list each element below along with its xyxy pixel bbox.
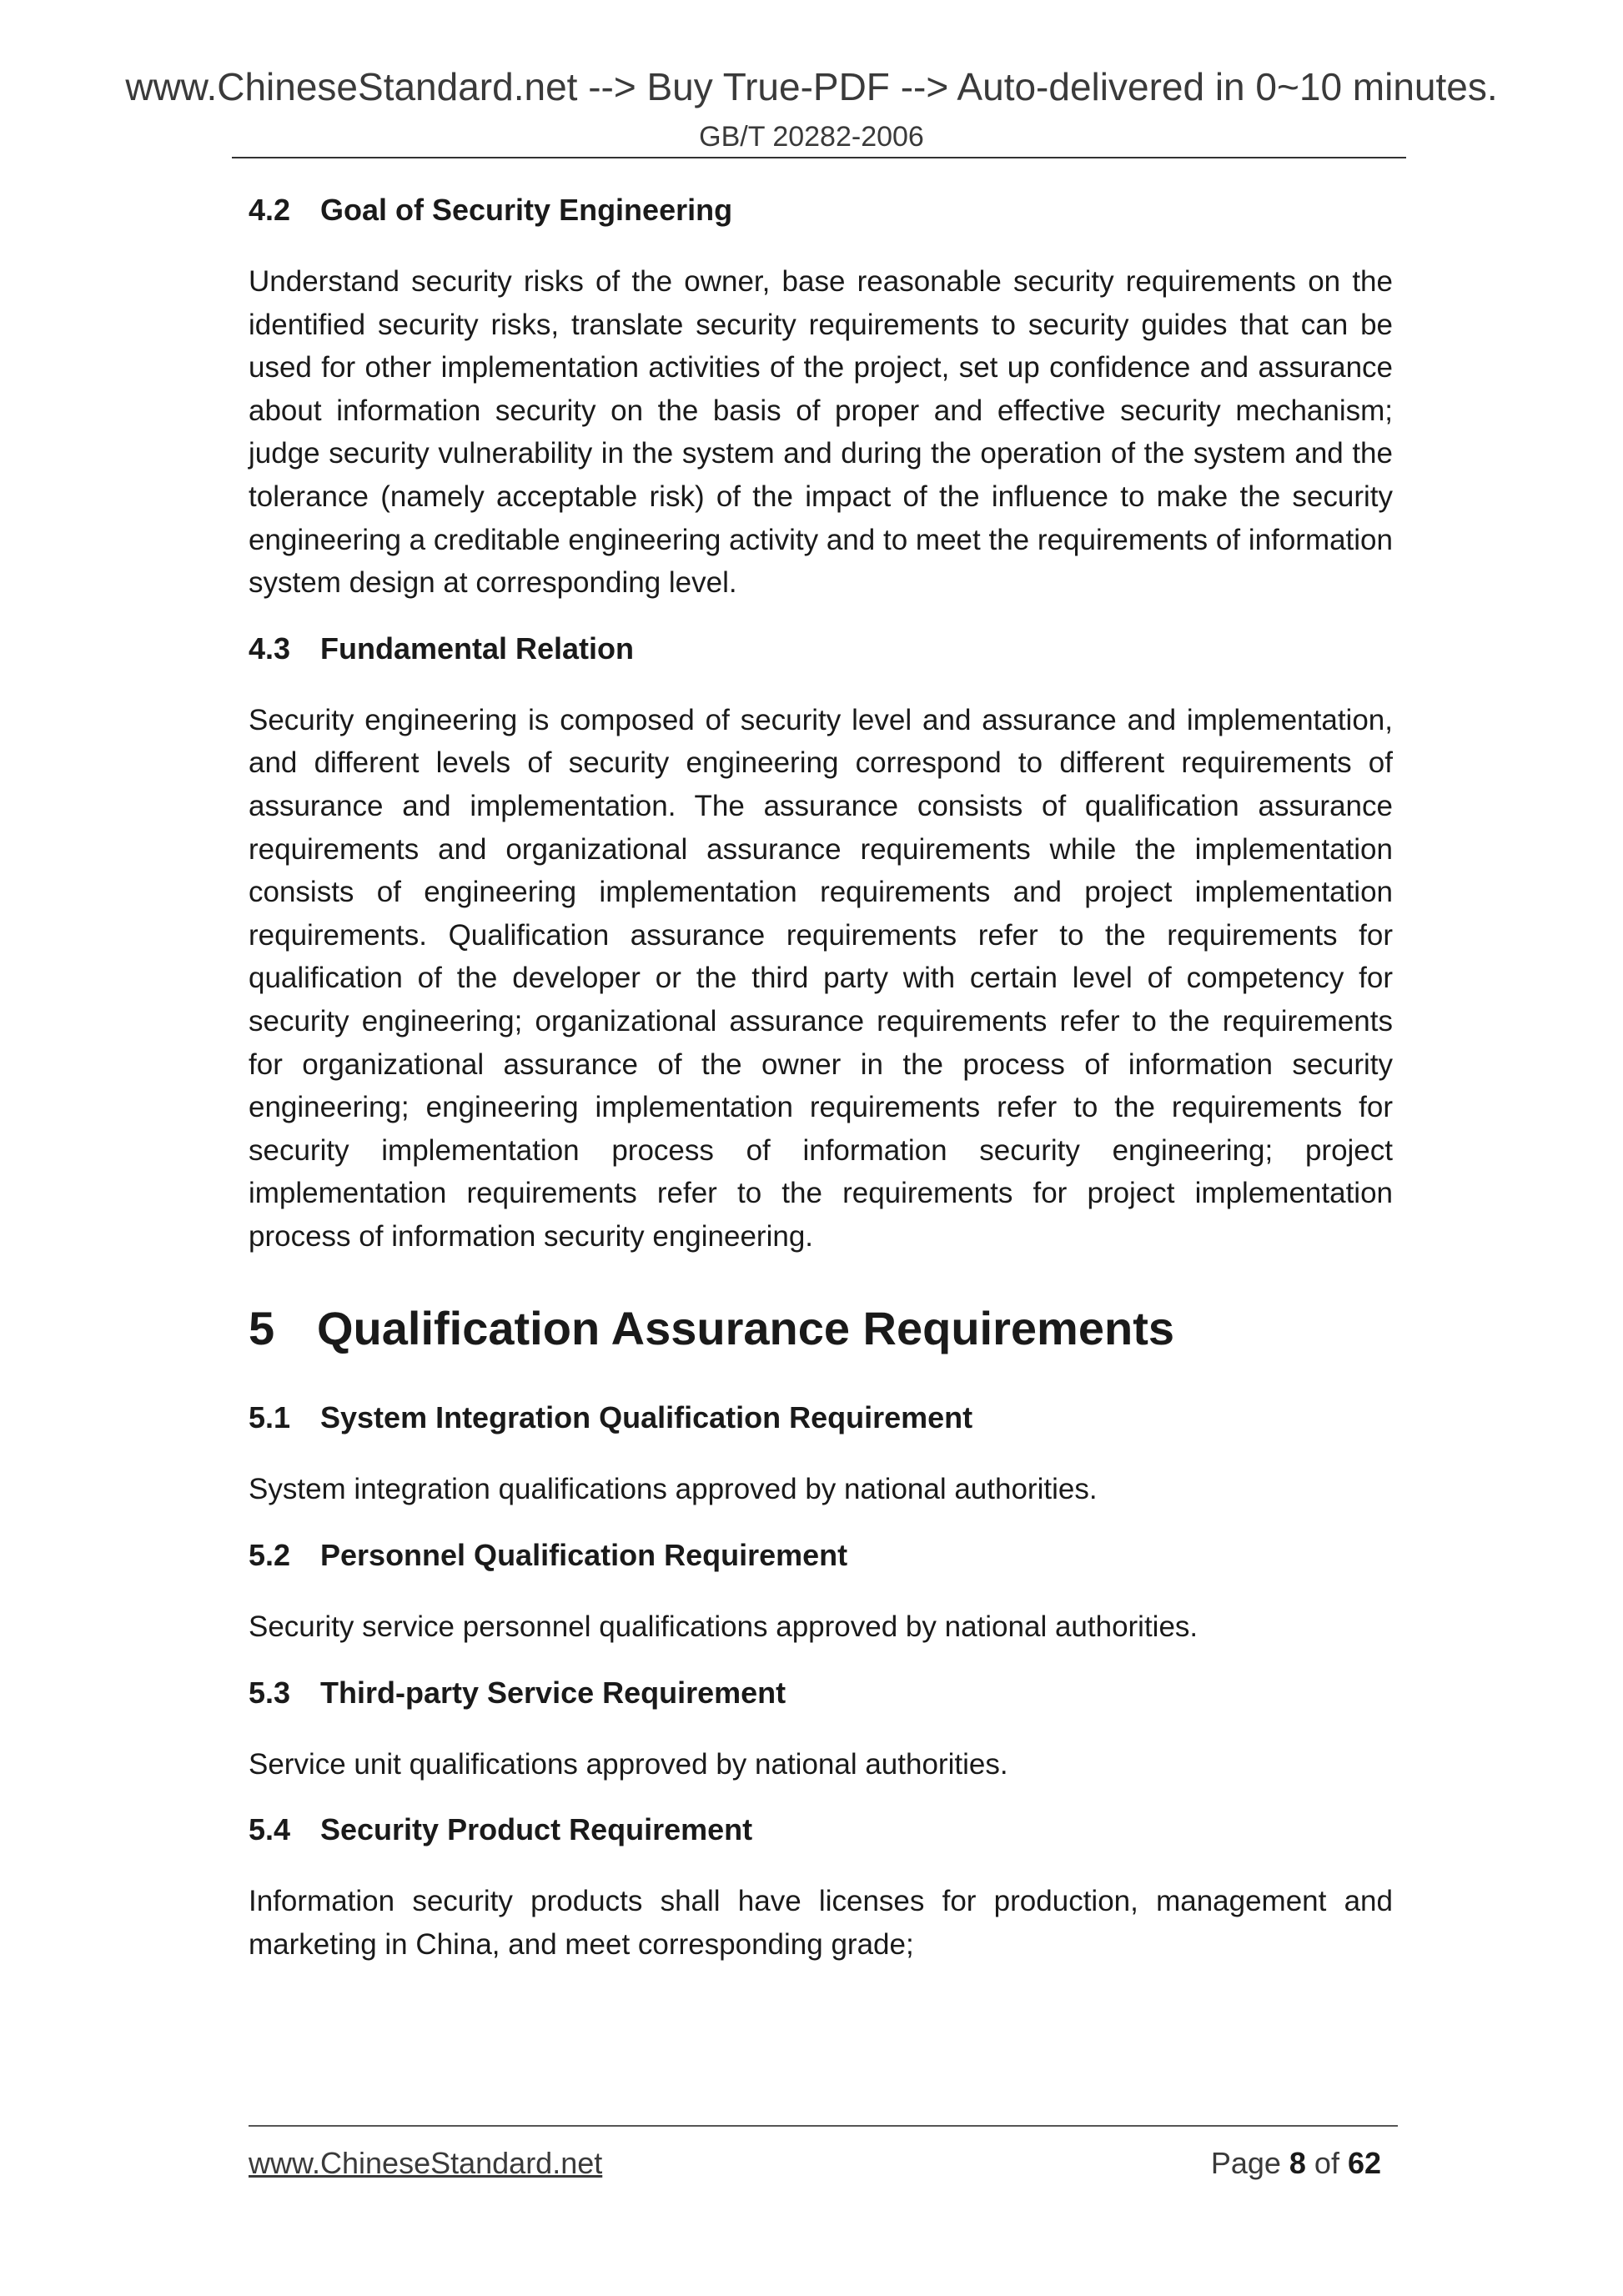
page-current: 8: [1289, 2146, 1306, 2180]
page-total: 62: [1347, 2146, 1381, 2180]
chapter-title: Qualification Assurance Requirements: [317, 1302, 1174, 1355]
header-divider: [232, 157, 1406, 158]
section-title: System Integration Qualification Requirement: [320, 1400, 973, 1435]
chapter-number: 5: [249, 1302, 275, 1355]
footer-site-link[interactable]: www.ChineseStandard.net: [249, 2146, 603, 2180]
section-number: 5.3: [249, 1675, 291, 1710]
section-title: Security Product Requirement: [320, 1812, 753, 1847]
section-title: Goal of Security Engineering: [320, 193, 733, 227]
paragraph-4-3: Security engineering is composed of security level and assurance and implementation, and different levels of security engineering correspond to different requirements of assurance and implementation. The assurance consists of qualification assurance requirements and organizational assurance requirements while the implementation consists of engineering implementation requirements and project implementation requirements. Qualification assurance requirements refer to the requirements for qualification of the developer or the third party with certain level of competency for security engineering; organizational assurance requirements refer to the requirements for organizational assurance of the owner in the process of information security engineering; engineering implementation requirements refer to the requirements for security implementation process of information security engineering; project implementation requirements refer to the requirements for project implementation process of information security engineering.: [249, 703, 1393, 1253]
section-number: 4.2: [249, 193, 291, 227]
standard-code: GB/T 20282-2006: [699, 121, 924, 153]
section-number: 5.1: [249, 1400, 291, 1435]
section-title: Personnel Qualification Requirement: [320, 1538, 848, 1573]
paragraph-5-3: Service unit qualifications approved by national authorities.: [249, 1747, 1008, 1781]
section-heading-5-2: [249, 1537, 1393, 1574]
paragraph-4-2: Understand security risks of the owner, base reasonable security requirements on the identified security risks, translate security requirements to security guides that can be used for other implementation activities of the project, set up confidence and assurance about information security on the basis of proper and effective security mechanism; judge security vulnerability in the system and during the operation of the system and the tolerance (namely acceptable risk) of the impact of the influence to make the security engineering a creditable engineering activity and to meet the requirements of information system design at corresponding level.: [249, 265, 1393, 600]
section-title: Third-party Service Requirement: [320, 1675, 786, 1710]
section-heading-4-2: [249, 192, 1393, 229]
paragraph-5-2: Security service personnel qualifications approved by national authorities.: [249, 1610, 1198, 1644]
header-banner: www.ChineseStandard.net --> Buy True-PDF --> Auto-delivered in 0~10 minutes.: [125, 65, 1498, 108]
section-heading-5-3: [249, 1675, 1393, 1711]
chapter-heading-5: [249, 1301, 1393, 1356]
page-of: of: [1305, 2146, 1348, 2180]
section-number: 5.4: [249, 1812, 291, 1847]
section-heading-5-4: [249, 1811, 1393, 1848]
section-heading-5-1: [249, 1399, 1393, 1436]
section-heading-4-3: [249, 631, 1393, 667]
section-number: 4.3: [249, 631, 291, 666]
document-body: [249, 192, 1393, 1966]
paragraph-5-4: Information security products shall have licenses for production, management and marketing in China, and meet corresponding grade;: [249, 1885, 1393, 1961]
section-title: Fundamental Relation: [320, 631, 635, 666]
footer-divider: [249, 2125, 1398, 2127]
paragraph-5-1: System integration qualifications approved by national authorities.: [249, 1473, 1098, 1506]
page-indicator: [1211, 2145, 1381, 2182]
page-prefix: Page: [1210, 2146, 1289, 2180]
section-number: 5.2: [249, 1538, 291, 1573]
